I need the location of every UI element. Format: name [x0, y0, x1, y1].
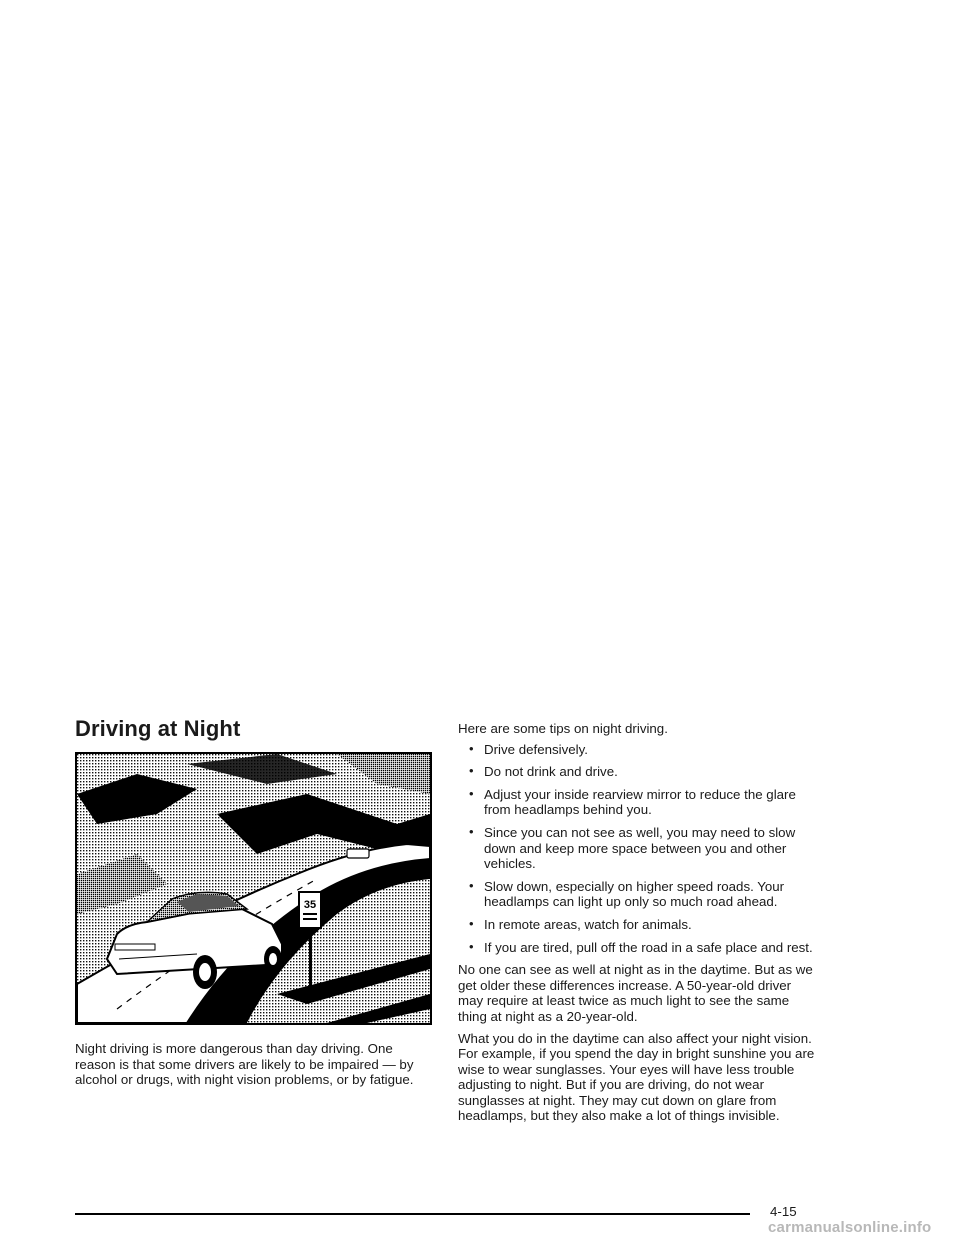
- night-driving-intro-paragraph: Night driving is more dangerous than day driving. One reason is that some drivers are likely to be impaired — by alcohol or drugs, with night vision problems, or by fatigue.: [75, 1041, 414, 1088]
- tips-list: [458, 742, 818, 956]
- bullet-icon: •: [469, 915, 474, 931]
- tip-text: Slow down, especially on higher speed roads. Your headlamps can light up only so much road ahead.: [484, 878, 785, 910]
- night-road-scene-image: [77, 754, 430, 1023]
- speed-limit-sign-number: 35: [303, 899, 317, 911]
- tip-text: Do not drink and drive.: [484, 764, 618, 780]
- section-title: Driving at Night: [75, 716, 241, 741]
- list-item: [458, 917, 818, 933]
- list-item: [458, 879, 818, 910]
- bullet-icon: •: [469, 938, 474, 954]
- page-number: 4-15: [770, 1204, 797, 1219]
- list-item: [458, 764, 818, 780]
- tip-text: In remote areas, watch for animals.: [484, 916, 692, 932]
- tip-text: Adjust your inside rearview mirror to reduce the glare from headlamps behind you.: [484, 786, 796, 818]
- list-item: [458, 825, 818, 872]
- night-driving-illustration: [75, 752, 432, 1025]
- night-driving-tips-column: [458, 721, 818, 1130]
- bullet-icon: •: [469, 763, 474, 779]
- bullet-icon: •: [469, 785, 474, 801]
- aging-vision-paragraph: No one can see as well at night as in the daytime. But as we get older these differences increase. A 50-year-old driver may require at least twice as much light to see the same thing at night as a 20-year-old.: [458, 962, 813, 1024]
- footer-divider: [75, 1213, 750, 1215]
- tip-text: Since you can not see as well, you may need to slow down and keep more space between you and other vehicles.: [484, 824, 796, 872]
- list-item: [458, 787, 818, 818]
- bullet-icon: •: [469, 740, 474, 756]
- sunglasses-paragraph: What you do in the daytime can also affect your night vision. For example, if you spend the day in bright sunshine you are wise to wear sunglasses. Your eyes will have less trouble adjusting to night. But if you are driving, do not wear sunglasses at night. They may cut down on glare from headlamps, but they also make a lot of things invisible.: [458, 1030, 815, 1124]
- list-item: [458, 940, 818, 956]
- site-watermark: carmanualsonline.info: [768, 1219, 932, 1236]
- list-item: [458, 742, 818, 758]
- bullet-icon: •: [469, 877, 474, 893]
- tips-intro: Here are some tips on night driving.: [458, 721, 668, 736]
- tip-text: Drive defensively.: [484, 741, 588, 757]
- bullet-icon: •: [469, 823, 474, 839]
- tip-text: If you are tired, pull off the road in a safe place and rest.: [484, 939, 813, 955]
